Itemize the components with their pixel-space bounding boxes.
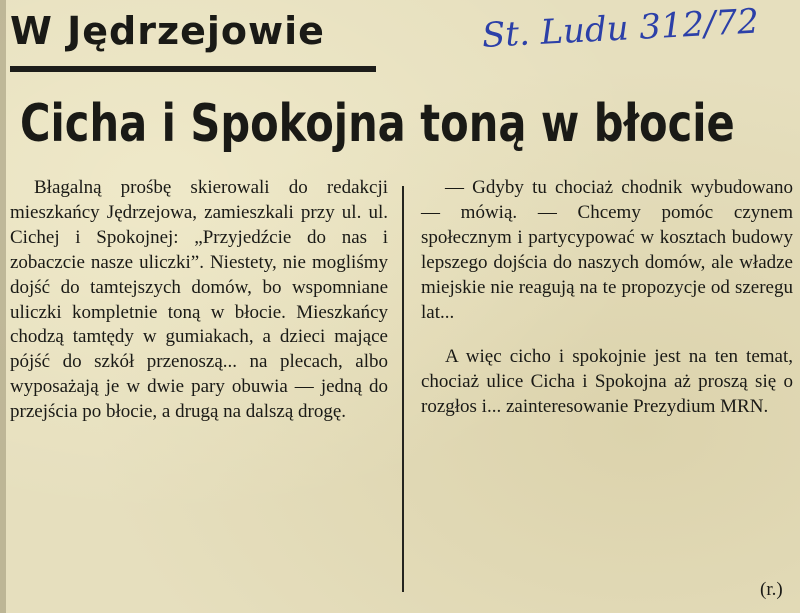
article-paragraph: Błagalną prośbę skierowali do redakcji mieszkańcy Jędrzejowa, zamieszkali przy ul. ul. Cichej i Spokojnej: „Przyjedźcie do nas i zobaczcie nasze uliczki”. Niestety, nie mogliśmy dojść do tamtejszych domów, bo wspomniane uliczki kompletnie toną w błocie. Mieszkańcy chodzą tamtędy w gumiakach, a dzieci mające pójść do szkół przenoszą... na plecach, albo wyposażają je w dwie pary obuwia — jedną do przejścia po błocie, a drugą na dalszą drogę.	[10, 177, 388, 423]
headline: Cicha i Spokojna toną w błocie	[20, 94, 735, 154]
article-column-right	[421, 176, 793, 420]
author-signature: (r.)	[760, 579, 783, 600]
article-paragraph: — Gdyby tu chociaż chodnik wybudowano — mówią. — Chcemy pomóc czynem społecznym i partycypować w kosztach budowy lepszego dojścia do naszych domów, ale władze miejskie nie reagują na te propozycje od szeregu lat...	[421, 177, 793, 323]
article-column-left	[10, 176, 388, 425]
kicker-underline	[10, 66, 376, 72]
kicker-title: W Jędrzejowie	[10, 9, 325, 53]
column-divider	[402, 186, 404, 592]
handwritten-source-note: St. Ludu 312/72	[480, 1, 760, 56]
clipping-edge	[0, 0, 6, 613]
article-paragraph: A więc cicho i spokojnie jest na ten temat, chociaż ulice Cicha i Spokojna aż proszą się o rozgłos i... zainteresowanie Prezydium MRN.	[421, 346, 793, 418]
